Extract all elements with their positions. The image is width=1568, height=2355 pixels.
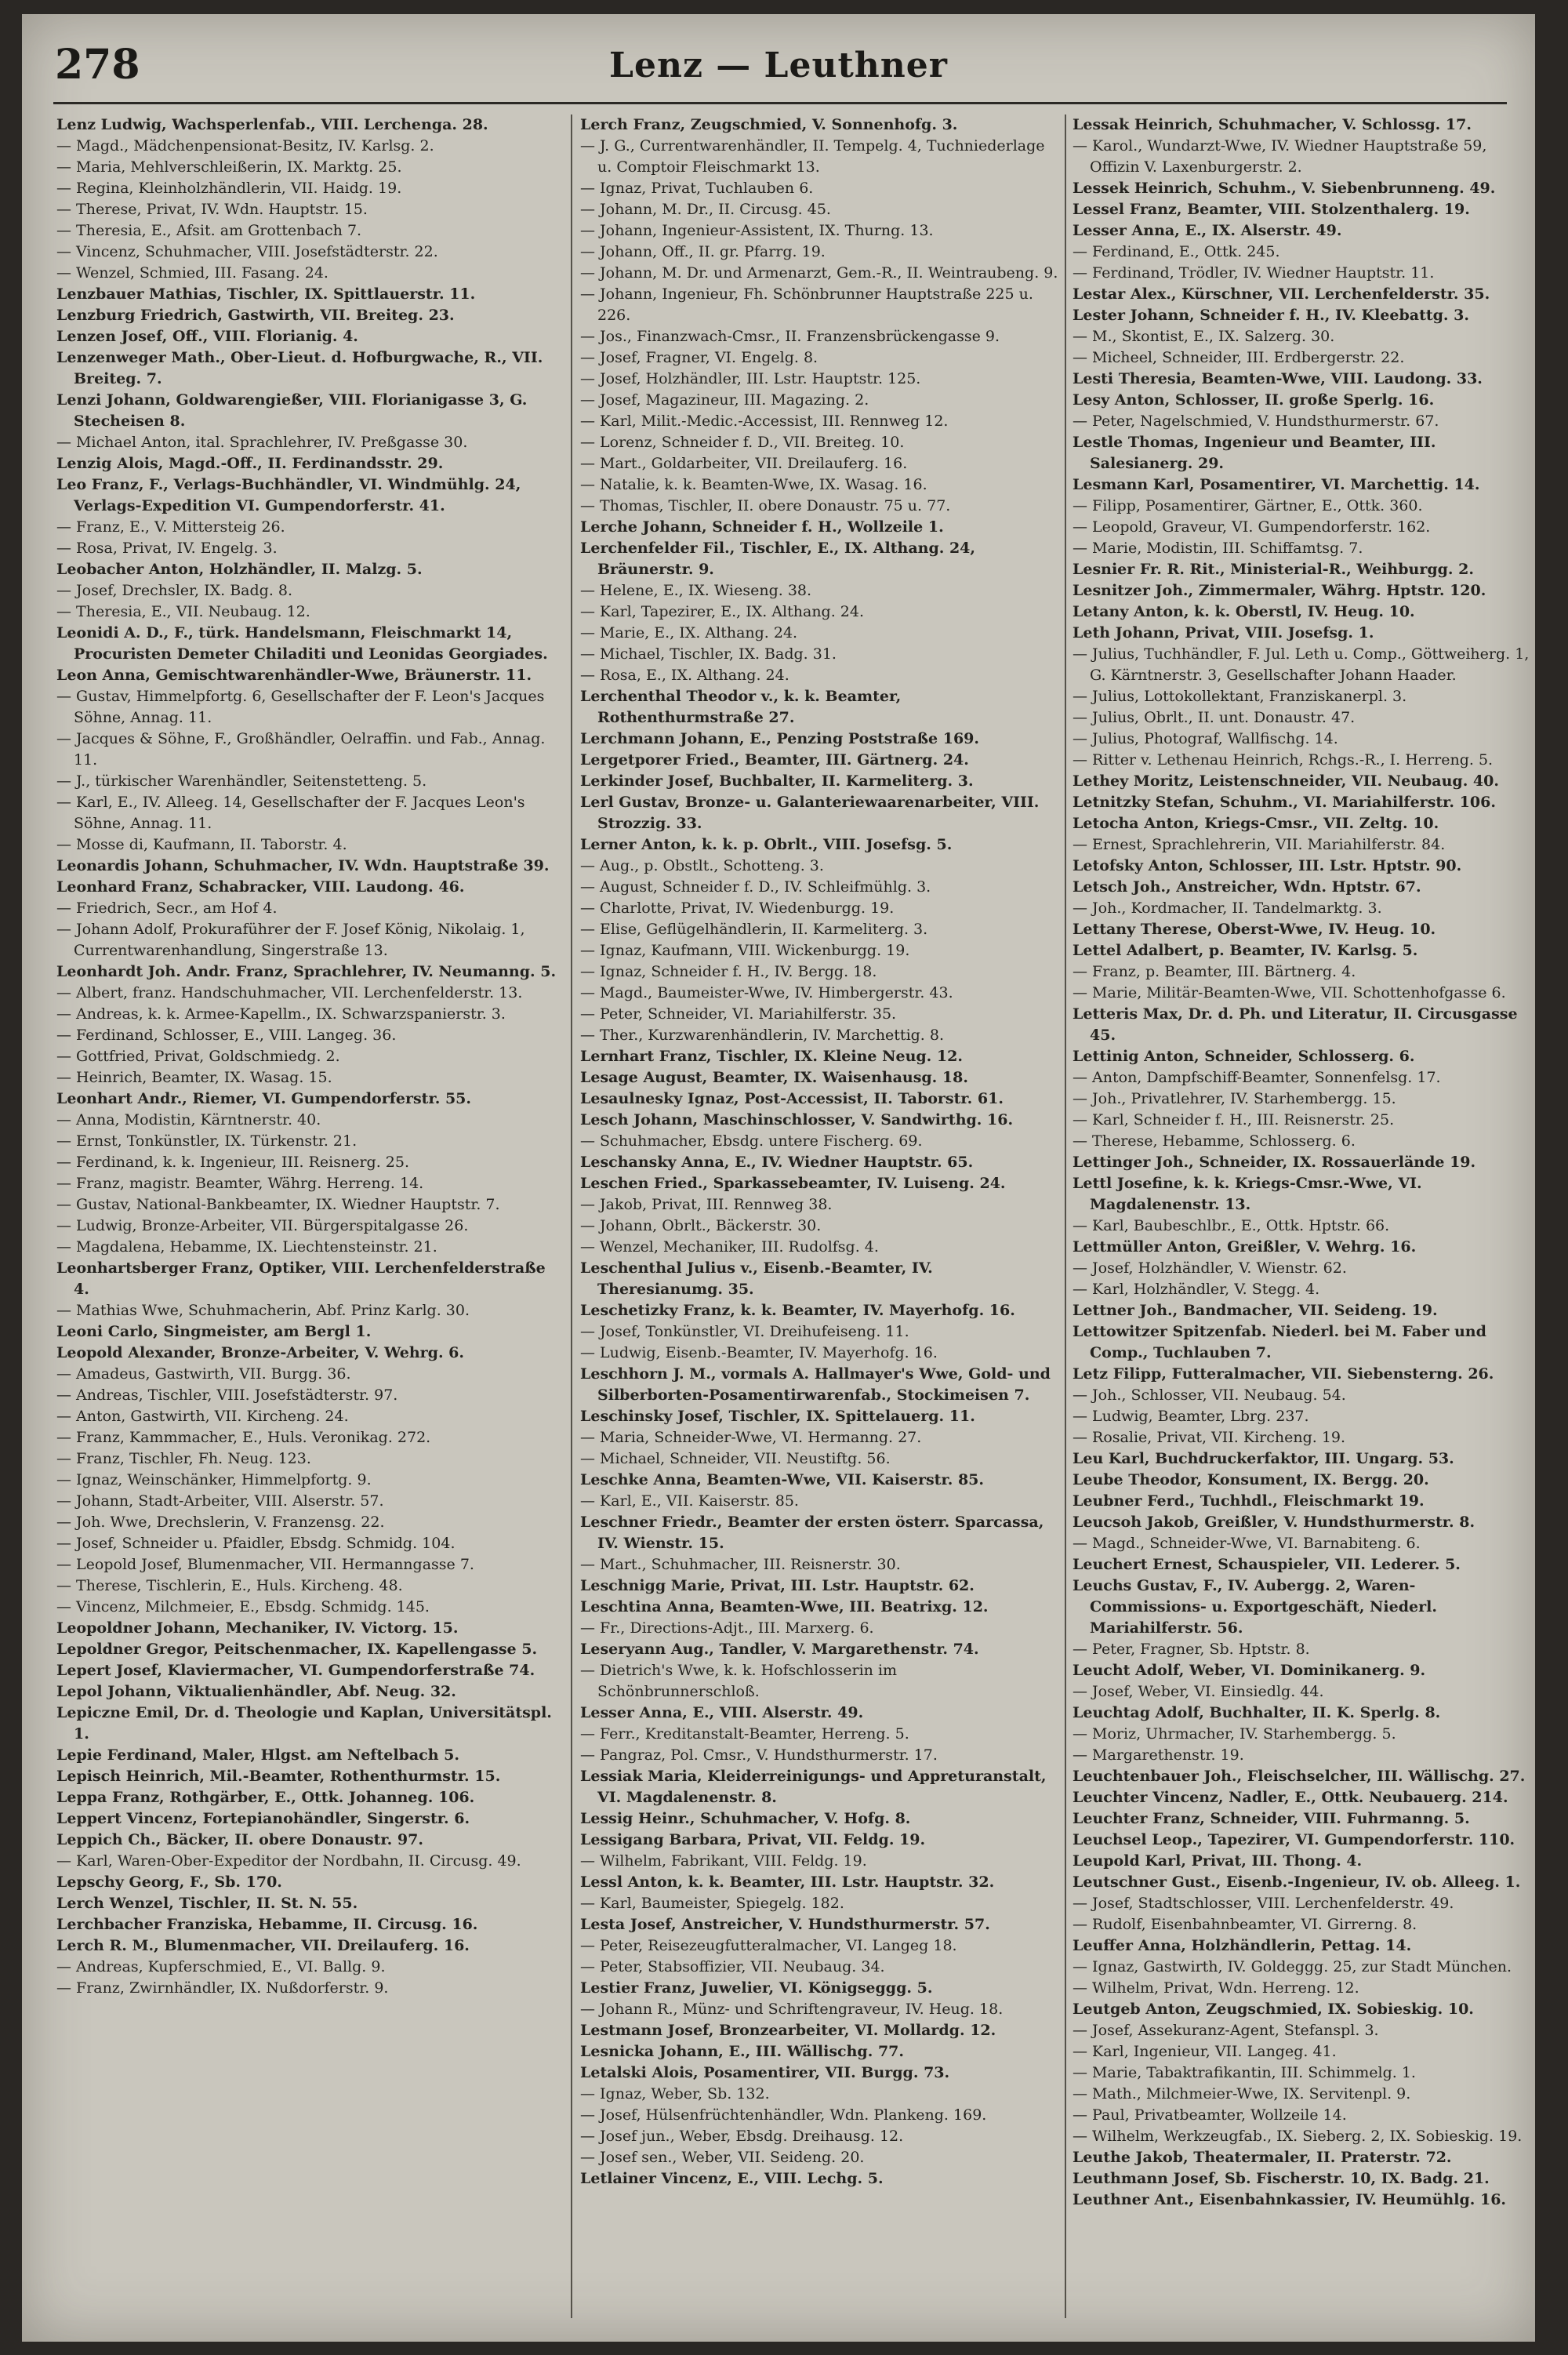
directory-entry: — Ritter v. Lethenau Heinrich, Rchgs.-R., I. Herreng. 5. (1073, 751, 1494, 769)
directory-entry: Leschinsky Josef, Tischler, IX. Spittelauerg. 11. (580, 1408, 975, 1425)
directory-entry: — Josef jun., Weber, Ebsdg. Dreihausg. 12. (580, 2128, 904, 2145)
directory-entry: Leuchert Ernest, Schauspieler, VII. Lederer. 5. (1073, 1556, 1461, 1573)
directory-entry: Lepiczne Emil, Dr. d. Theologie und Kaplan, Universitätspl. 1. (56, 1704, 552, 1743)
directory-entry: — Ernst, Tonkünstler, IX. Türkenstr. 21. (56, 1132, 358, 1150)
directory-entry: — Josef, Assekuranz-Agent, Stefanspl. 3. (1073, 2022, 1379, 2039)
directory-entry: — Ludwig, Bronze-Arbeiter, VII. Bürgerspitalgasse 26. (56, 1217, 469, 1234)
directory-entry: — Peter, Stabsoffizier, VII. Neubaug. 34. (580, 1958, 885, 1975)
directory-entry: — Moriz, Uhrmacher, IV. Starhembergg. 5. (1073, 1725, 1396, 1743)
directory-entry: — Jacques & Söhne, F., Großhändler, Oelraffin. und Fab., Annag. 11. (56, 730, 546, 769)
directory-entry: Lesser Anna, E., VIII. Alserstr. 49. (580, 1704, 864, 1721)
directory-entry: Leschen Fried., Sparkassebeamter, IV. Luiseng. 24. (580, 1175, 1006, 1192)
directory-entry: Leschke Anna, Beamten-Wwe, VII. Kaiserstr. 85. (580, 1471, 985, 1488)
directory-entry: Lettmüller Anton, Greißler, V. Wehrg. 16. (1073, 1238, 1417, 1256)
directory-entry: — Karl, Waren-Ober-Expeditor der Nordbahn, II. Circusg. 49. (56, 1852, 521, 1870)
directory-entry: Lessigang Barbara, Privat, VII. Feldg. 19. (580, 1831, 926, 1848)
directory-entry: — Johann R., Münz- und Schriftengraveur, IV. Heug. 18. (580, 2001, 1004, 2018)
directory-entry: Leuchtenbauer Joh., Fleischselcher, III. Wällischg. 27. (1073, 1768, 1526, 1785)
directory-entry: Lesaulnesky Ignaz, Post-Accessist, II. Taborstr. 61. (580, 1090, 1004, 1107)
directory-entry: — Josef, Tonkünstler, VI. Dreihufeiseng. 11. (580, 1323, 909, 1340)
directory-entry: Lesnitzer Joh., Zimmermaler, Währg. Hptstr. 120. (1073, 582, 1486, 599)
directory-entry: — Vincenz, Schuhmacher, VIII. Josefstädterstr. 22. (56, 243, 438, 260)
directory-entry: — Johann, M. Dr., II. Circusg. 45. (580, 201, 831, 218)
directory-entry: — Anton, Gastwirth, VII. Kircheng. 24. (56, 1408, 349, 1425)
directory-entry: — Friedrich, Secr., am Hof 4. (56, 899, 278, 917)
directory-entry: Leuchs Gustav, F., IV. Aubergg. 2, Waren-Commissions- u. Exportgeschäft, Niederl. Mariahilferstr. 56. (1073, 1577, 1437, 1637)
directory-entry: — Franz, Zwirnhändler, IX. Nußdorferstr. 9. (56, 1979, 389, 1997)
directory-entry: Leschhorn J. M., vormals A. Hallmayer's Wwe, Gold- und Silberborten-Posamentirwarenfab., Stockimeisen 7. (580, 1365, 1051, 1404)
directory-entry: — Peter, Schneider, VI. Mariahilferstr. 35. (580, 1005, 897, 1023)
directory-entry: — Julius, Obrlt., II. unt. Donaustr. 47. (1073, 709, 1356, 726)
directory-entry: Lerch Wenzel, Tischler, II. St. N. 55. (56, 1895, 358, 1912)
directory-entry: — Jos., Finanzwach-Cmsr., II. Franzensbrückengasse 9. (580, 328, 1000, 345)
directory-entry: — Franz, Tischler, Fh. Neug. 123. (56, 1450, 311, 1467)
directory-entry: — Franz, p. Beamter, III. Bärtnerg. 4. (1073, 963, 1356, 980)
directory-entry: — Marie, Militär-Beamten-Wwe, VII. Schottenhofgasse 6. (1073, 984, 1506, 1001)
directory-entry: Leon Anna, Gemischtwarenhändler-Wwe, Bräunerstr. 11. (56, 667, 532, 684)
directory-entry: Leu Karl, Buchdruckerfaktor, III. Ungarg. 53. (1073, 1450, 1454, 1467)
directory-entry: — Ther., Kurzwarenhändlerin, IV. Marchettig. 8. (580, 1027, 945, 1044)
directory-entry: Leutgeb Anton, Zeugschmied, IX. Sobieskig. 10. (1073, 2001, 1474, 2018)
directory-entry: Leopoldner Johann, Mechaniker, IV. Victorg. 15. (56, 1619, 459, 1637)
directory-entry: — Ignaz, Privat, Tuchlauben 6. (580, 180, 814, 197)
directory-entry: — Albert, franz. Handschuhmacher, VII. Lerchenfelderstr. 13. (56, 984, 523, 1001)
directory-entry: — Anna, Modistin, Kärntnerstr. 40. (56, 1111, 321, 1128)
directory-entry: — Vincenz, Milchmeier, E., Ebsdg. Schmidg. 145. (56, 1598, 430, 1615)
directory-entry: Leuthner Ant., Eisenbahnkassier, IV. Heumühlg. 16. (1073, 2191, 1507, 2208)
directory-entry: — Franz, Kammmacher, E., Huls. Veronikag. 272. (56, 1429, 431, 1446)
directory-entry: — Theresia, E., Afsit. am Grottenbach 7. (56, 222, 362, 239)
directory-entry: Lesch Johann, Maschinschlosser, V. Sandwirthg. 16. (580, 1111, 1014, 1128)
directory-entry: Leth Johann, Privat, VIII. Josefsg. 1. (1073, 624, 1374, 641)
directory-entry: — Franz, E., V. Mittersteig 26. (56, 518, 285, 536)
directory-entry: Leuchtag Adolf, Buchhalter, II. K. Sperlg. 8. (1073, 1704, 1441, 1721)
directory-entry: Leonidi A. D., F., türk. Handelsmann, Fleischmarkt 14, Procuristen Demeter Chiladiti und Leonidas Georgiades. (56, 624, 548, 663)
directory-entry: — Therese, Hebamme, Schlosserg. 6. (1073, 1132, 1356, 1150)
directory-entry: — Michael, Schneider, VII. Neustiftg. 56. (580, 1450, 891, 1467)
page-number: 278 (55, 41, 140, 89)
directory-entry: Letz Filipp, Futteralmacher, VII. Siebensterng. 26. (1073, 1365, 1494, 1383)
directory-entry: — Elise, Geflügelhändlerin, II. Karmeliterg. 3. (580, 921, 928, 938)
directory-entry: — Peter, Reisezeugfutteralmacher, VI. Langeg 18. (580, 1937, 957, 1954)
directory-entry: — Ferdinand, E., Ottk. 245. (1073, 243, 1280, 260)
directory-entry: — Magdalena, Hebamme, IX. Liechtensteinstr. 21. (56, 1238, 437, 1256)
directory-entry: — Ignaz, Schneider f. H., IV. Bergg. 18. (580, 963, 877, 980)
directory-entry: — Karl, Baubeschlbr., E., Ottk. Hptstr. 66. (1073, 1217, 1390, 1234)
directory-entry: Lester Johann, Schneider f. H., IV. Kleebattg. 3. (1073, 307, 1469, 324)
directory-entry: — Josef, Schneider u. Pfaidler, Ebsdg. Schmidg. 104. (56, 1535, 456, 1552)
directory-entry: — Marie, E., IX. Althang. 24. (580, 624, 798, 641)
directory-entry: Leuthe Jakob, Theatermaler, II. Praterstr. 72. (1073, 2149, 1452, 2166)
directory-entry: — Josef, Holzhändler, V. Wienstr. 62. (1073, 1259, 1347, 1277)
directory-entry: Letofsky Anton, Schlosser, III. Lstr. Hptstr. 90. (1073, 857, 1462, 874)
directory-entry: — Peter, Fragner, Sb. Hptstr. 8. (1073, 1641, 1310, 1658)
directory-entry: — Marie, Tabaktrafikantin, III. Schimmelg. 1. (1073, 2064, 1416, 2081)
directory-entry: — Johann, Obrlt., Bäckerstr. 30. (580, 1217, 822, 1234)
directory-entry: Leuchter Vincenz, Nadler, E., Ottk. Neubauerg. 214. (1073, 1789, 1508, 1806)
directory-entry: — Therese, Tischlerin, E., Huls. Kircheng. 48. (56, 1577, 403, 1594)
directory-entry: — Magd., Mädchenpensionat-Besitz, IV. Karlsg. 2. (56, 137, 434, 154)
directory-entry: — Pangraz, Pol. Cmsr., V. Hundsthurmerstr. 17. (580, 1746, 938, 1764)
directory-entry: Lepol Johann, Viktualienhändler, Abf. Neug. 32. (56, 1683, 456, 1700)
directory-entry: Leuthmann Josef, Sb. Fischerstr. 10, IX. Badg. 21. (1073, 2170, 1490, 2187)
directory-entry: — Ferdinand, Schlosser, E., VIII. Langeg. 36. (56, 1027, 397, 1044)
directory-entry: — Gustav, National-Bankbeamter, IX. Wiedner Hauptstr. 7. (56, 1196, 500, 1213)
directory-entry: — Michael, Tischler, IX. Badg. 31. (580, 645, 837, 663)
directory-entry: — Leopold, Graveur, VI. Gumpendorferstr. 162. (1073, 518, 1431, 536)
column-2 (580, 114, 1058, 2326)
directory-entry: Leschnigg Marie, Privat, III. Lstr. Hauptstr. 62. (580, 1577, 975, 1594)
directory-entry: Lernhart Franz, Tischler, IX. Kleine Neug. 12. (580, 1048, 963, 1065)
directory-entry: Lerner Anton, k. k. p. Obrlt., VIII. Josefsg. 5. (580, 836, 953, 853)
directory-entry: — Karl, Schneider f. H., III. Reisnerstr. 25. (1073, 1111, 1395, 1128)
directory-entry: Leube Theodor, Konsument, IX. Bergg. 20. (1073, 1471, 1429, 1488)
column-divider (1065, 114, 1066, 2318)
directory-entry: — Karl, Ingenieur, VII. Langeg. 41. (1073, 2043, 1337, 2060)
directory-entry: Leonardis Johann, Schuhmacher, IV. Wdn. Hauptstraße 39. (56, 857, 550, 874)
directory-entry: Lettany Therese, Oberst-Wwe, IV. Heug. 10. (1073, 921, 1436, 938)
directory-entry: — Regina, Kleinholzhändlerin, VII. Haidg. 19. (56, 180, 402, 197)
directory-entry: — Peter, Nagelschmied, V. Hundsthurmerstr. 67. (1073, 412, 1439, 430)
directory-entry: — Rudolf, Eisenbahnbeamter, VI. Girrerng. 8. (1073, 1916, 1417, 1933)
directory-entry: Letsch Joh., Anstreicher, Wdn. Hptstr. 67. (1073, 878, 1421, 896)
directory-entry: — Schuhmacher, Ebsdg. untere Fischerg. 69. (580, 1132, 923, 1150)
directory-entry: — Amadeus, Gastwirth, VII. Burgg. 36. (56, 1365, 351, 1383)
directory-entry: Lerchbacher Franziska, Hebamme, II. Circusg. 16. (56, 1916, 478, 1933)
directory-entry: Leuchter Franz, Schneider, VIII. Fuhrmanng. 5. (1073, 1810, 1470, 1827)
directory-entry: Lenzig Alois, Magd.-Off., II. Ferdinandsstr. 29. (56, 455, 444, 472)
directory-entry: — Paul, Privatbeamter, Wollzeile 14. (1073, 2106, 1347, 2124)
column-1 (56, 114, 564, 2326)
directory-entry: — Josef, Weber, VI. Einsiedlg. 44. (1073, 1683, 1324, 1700)
directory-entry: — Aug., p. Obstlt., Schotteng. 3. (580, 857, 824, 874)
directory-entry: Leupold Karl, Privat, III. Thong. 4. (1073, 1852, 1363, 1870)
directory-entry: — Dietrich's Wwe, k. k. Hofschlosserin im Schönbrunnerschloß. (580, 1662, 898, 1700)
directory-entry: Lestmann Josef, Bronzearbeiter, VI. Mollardg. 12. (580, 2022, 996, 2039)
directory-entry: Letany Anton, k. k. Oberstl, IV. Heug. 10. (1073, 603, 1415, 620)
directory-page (22, 14, 1535, 2342)
directory-entry: — Ferr., Kreditanstalt-Beamter, Herreng. 5. (580, 1725, 909, 1743)
directory-entry: Lettinig Anton, Schneider, Schlosserg. 6. (1073, 1048, 1415, 1065)
directory-entry: Lenzburg Friedrich, Gastwirth, VII. Breiteg. 23. (56, 307, 455, 324)
directory-entry: — Rosa, E., IX. Althang. 24. (580, 667, 789, 684)
directory-entry: — Magd., Schneider-Wwe, VI. Barnabiteng. 6. (1073, 1535, 1421, 1552)
directory-entry: — Fr., Directions-Adjt., III. Marxerg. 6. (580, 1619, 874, 1637)
directory-entry: — Wilhelm, Privat, Wdn. Herreng. 12. (1073, 1979, 1359, 1997)
directory-entry: — Michael Anton, ital. Sprachlehrer, IV. Preßgasse 30. (56, 434, 468, 451)
directory-entry: Leoni Carlo, Singmeister, am Bergl 1. (56, 1323, 372, 1340)
directory-entry: — Andreas, Kupferschmied, E., VI. Ballg. 9. (56, 1958, 386, 1975)
directory-entry: — Johann, Ingenieur, Fh. Schönbrunner Hauptstraße 225 u. 226. (580, 285, 1033, 324)
directory-entry: — Ignaz, Gastwirth, IV. Goldeggg. 25, zur Stadt München. (1073, 1958, 1512, 1975)
directory-entry: — Filipp, Posamentirer, Gärtner, E., Ottk. 360. (1073, 497, 1423, 514)
directory-entry: Leppert Vincenz, Fortepianohändler, Singerstr. 6. (56, 1810, 470, 1827)
directory-entry: Lepschy Georg, F., Sb. 170. (56, 1873, 282, 1891)
directory-entry: — Leopold Josef, Blumenmacher, VII. Hermanngasse 7. (56, 1556, 474, 1573)
directory-entry: — Wenzel, Mechaniker, III. Rudolfsg. 4. (580, 1238, 879, 1256)
directory-entry: Lenzbauer Mathias, Tischler, IX. Spittlauerstr. 11. (56, 285, 476, 303)
running-head: Lenz — Leuthner (609, 45, 948, 85)
directory-entry: Leschner Friedr., Beamter der ersten österr. Sparcassa, IV. Wienstr. 15. (580, 1514, 1044, 1552)
directory-entry: — Anton, Dampfschiff-Beamter, Sonnenfelsg. 17. (1073, 1069, 1441, 1086)
directory-entry: Lerche Johann, Schneider f. H., Wollzeile 1. (580, 518, 944, 536)
directory-entry: Lestier Franz, Juwelier, VI. Königseggg. 5. (580, 1979, 933, 1997)
header-rule (53, 102, 1507, 104)
directory-entry: Lettinger Joh., Schneider, IX. Rossauerlände 19. (1073, 1154, 1476, 1171)
directory-entry: — Ferdinand, k. k. Ingenieur, III. Reisnerg. 25. (56, 1154, 409, 1171)
directory-entry: Lerch R. M., Blumenmacher, VII. Dreilauferg. 16. (56, 1937, 470, 1954)
directory-entry: Lesnier Fr. R. Rit., Ministerial-R., Weihburgg. 2. (1073, 561, 1474, 578)
directory-entry: Letteris Max, Dr. d. Ph. und Literatur, II. Circusgasse 45. (1073, 1005, 1518, 1044)
directory-entry: Lettl Josefine, k. k. Kriegs-Cmsr.-Wwe, VI. Magdalenenstr. 13. (1073, 1175, 1422, 1213)
directory-entry: — Mosse di, Kaufmann, II. Taborstr. 4. (56, 836, 347, 853)
directory-entry: — Theresia, E., VII. Neubaug. 12. (56, 603, 310, 620)
directory-entry: Lerchenfelder Fil., Tischler, E., IX. Althang. 24, Bräunerstr. 9. (580, 540, 976, 578)
directory-entry: — Julius, Lottokollektant, Franziskanerpl. 3. (1073, 688, 1407, 705)
directory-entry: — Joh., Schlosser, VII. Neubaug. 54. (1073, 1386, 1346, 1404)
directory-entry: — Josef, Stadtschlosser, VIII. Lerchenfelderstr. 49. (1073, 1895, 1454, 1912)
directory-entry: Lerchmann Johann, E., Penzing Poststraße 169. (580, 730, 980, 747)
directory-entry: — Ignaz, Weber, Sb. 132. (580, 2085, 770, 2102)
directory-entry: Lesmann Karl, Posamentirer, VI. Marchettig. 14. (1073, 476, 1480, 493)
directory-entry: Leschenthal Julius v., Eisenb.-Beamter, IV. Theresianumg. 35. (580, 1259, 933, 1298)
directory-entry: — Mathias Wwe, Schuhmacherin, Abf. Prinz Karlg. 30. (56, 1302, 470, 1319)
directory-entry: — Karl, Milit.-Medic.-Accessist, III. Rennweg 12. (580, 412, 949, 430)
directory-entry: Lerkinder Josef, Buchbalter, II. Karmeliterg. 3. (580, 772, 974, 790)
directory-entry: Leppich Ch., Bäcker, II. obere Donaustr. 97. (56, 1831, 423, 1848)
directory-entry: — J., türkischer Warenhändler, Seitenstetteng. 5. (56, 772, 427, 790)
directory-entry: — Karol., Wundarzt-Wwe, IV. Wiedner Hauptstraße 59, Offizin V. Laxenburgerstr. 2. (1073, 137, 1487, 176)
directory-entry: — Josef, Hülsenfrüchtenhändler, Wdn. Plankeng. 169. (580, 2106, 987, 2124)
directory-entry: — Ignaz, Weinschänker, Himmelpfortg. 9. (56, 1471, 372, 1488)
directory-entry: Lesy Anton, Schlosser, II. große Sperlg. 16. (1073, 391, 1435, 409)
directory-entry: Lettner Joh., Bandmacher, VII. Seideng. 19. (1073, 1302, 1438, 1319)
directory-entry: Lesage August, Beamter, IX. Waisenhausg. 18. (580, 1069, 968, 1086)
directory-entry: — Johann, Ingenieur-Assistent, IX. Thurng. 13. (580, 222, 934, 239)
directory-entry: Leubner Ferd., Tuchhdl., Fleischmarkt 19. (1073, 1492, 1425, 1510)
directory-entry: — Karl, Tapezirer, E., IX. Althang. 24. (580, 603, 865, 620)
directory-entry: Leonhard Franz, Schabracker, VIII. Laudong. 46. (56, 878, 465, 896)
directory-entry: Lettel Adalbert, p. Beamter, IV. Karlsg. 5. (1073, 942, 1418, 959)
directory-entry: — J. G., Currentwarenhändler, II. Tempelg. 4, Tuchniederlage u. Comptoir Fleischmarkt 13. (580, 137, 1045, 176)
directory-entry: Lenzi Johann, Goldwarengießer, VIII. Florianigasse 3, G. Stecheisen 8. (56, 391, 528, 430)
directory-entry: Lepisch Heinrich, Mil.-Beamter, Rothenthurmstr. 15. (56, 1768, 501, 1785)
directory-entry: — Josef, Magazineur, III. Magazing. 2. (580, 391, 869, 409)
directory-entry: Leobacher Anton, Holzhändler, II. Malzg. 5. (56, 561, 423, 578)
directory-entry: Leonhartsberger Franz, Optiker, VIII. Lerchenfelderstraße 4. (56, 1259, 546, 1298)
directory-entry: — Rosalie, Privat, VII. Kircheng. 19. (1073, 1429, 1346, 1446)
directory-entry: — Josef, Holzhändler, III. Lstr. Hauptstr. 125. (580, 370, 921, 387)
directory-entry: Lessl Anton, k. k. Beamter, III. Lstr. Hauptstr. 32. (580, 1873, 995, 1891)
directory-entry: Leopold Alexander, Bronze-Arbeiter, V. Wehrg. 6. (56, 1344, 465, 1361)
directory-entry: Letalski Alois, Posamentirer, VII. Burgg. 73. (580, 2064, 950, 2081)
directory-entry: — Andreas, k. k. Armee-Kapellm., IX. Schwarzspanierstr. 3. (56, 1005, 506, 1023)
directory-entry: Lepert Josef, Klaviermacher, VI. Gumpendorferstraße 74. (56, 1662, 535, 1679)
directory-entry: Lessel Franz, Beamter, VIII. Stolzenthalerg. 19. (1073, 201, 1470, 218)
directory-entry: Lestar Alex., Kürschner, VII. Lerchenfelderstr. 35. (1073, 285, 1490, 303)
directory-entry: — Wenzel, Schmied, III. Fasang. 24. (56, 264, 328, 282)
directory-entry: — Andreas, Tischler, VIII. Josefstädterstr. 97. (56, 1386, 398, 1404)
directory-entry: — Joh., Privatlehrer, IV. Starhembergg. 15. (1073, 1090, 1396, 1107)
directory-entry: Leppa Franz, Rothgärber, E., Ottk. Johanneg. 106. (56, 1789, 475, 1806)
directory-entry: Leutschner Gust., Eisenb.-Ingenieur, IV. ob. Alleeg. 1. (1073, 1873, 1521, 1891)
directory-entry: Letlainer Vincenz, E., VIII. Lechg. 5. (580, 2170, 884, 2187)
directory-entry: — Mart., Goldarbeiter, VII. Dreilauferg. 16. (580, 455, 908, 472)
directory-entry: — Lorenz, Schneider f. D., VII. Breiteg. 10. (580, 434, 905, 451)
directory-entry: Lerch Franz, Zeugschmied, V. Sonnenhofg. 3. (580, 116, 958, 133)
directory-entry: — Marie, Modistin, III. Schiffamtsg. 7. (1073, 540, 1363, 557)
directory-entry: Leuchsel Leop., Tapezirer, VI. Gumpendorferstr. 110. (1073, 1831, 1515, 1848)
directory-entry: Lenz Ludwig, Wachsperlenfab., VIII. Lerchenga. 28. (56, 116, 488, 133)
directory-entry: — Ferdinand, Trödler, IV. Wiedner Hauptstr. 11. (1073, 264, 1435, 282)
directory-entry: Leschetizky Franz, k. k. Beamter, IV. Mayerhofg. 16. (580, 1302, 1015, 1319)
directory-entry: — Rosa, Privat, IV. Engelg. 3. (56, 540, 278, 557)
directory-entry: — Therese, Privat, IV. Wdn. Hauptstr. 15. (56, 201, 368, 218)
directory-entry: — Josef, Fragner, VI. Engelg. 8. (580, 349, 818, 366)
directory-entry: Leuffer Anna, Holzhändlerin, Pettag. 14. (1073, 1937, 1412, 1954)
directory-entry: Lethey Moritz, Leistenschneider, VII. Neubaug. 40. (1073, 772, 1499, 790)
directory-entry: — Magd., Baumeister-Wwe, IV. Himbergerstr. 43. (580, 984, 953, 1001)
directory-entry: Leucht Adolf, Weber, VI. Dominikanerg. 9. (1073, 1662, 1426, 1679)
directory-entry: Letocha Anton, Kriegs-Cmsr., VII. Zeltg. 10. (1073, 815, 1439, 832)
directory-entry: Leonhardt Joh. Andr. Franz, Sprachlehrer, IV. Neumanng. 5. (56, 963, 557, 980)
directory-entry: — Heinrich, Beamter, IX. Wasag. 15. (56, 1069, 332, 1086)
directory-entry: Leonhart Andr., Riemer, VI. Gumpendorferstr. 55. (56, 1090, 472, 1107)
directory-entry: Lestle Thomas, Ingenieur und Beamter, III. Salesianerg. 29. (1073, 434, 1436, 472)
directory-entry: — Johann, Off., II. gr. Pfarrg. 19. (580, 243, 826, 260)
directory-entry: Lesser Anna, E., IX. Alserstr. 49. (1073, 222, 1342, 239)
directory-entry: Leschtina Anna, Beamten-Wwe, III. Beatrixg. 12. (580, 1598, 989, 1615)
directory-entry: — Johann, M. Dr. und Armenarzt, Gem.-R., II. Weintraubeng. 9. (580, 264, 1058, 282)
directory-entry: Lesta Josef, Anstreicher, V. Hundsthurmerstr. 57. (580, 1916, 990, 1933)
directory-entry: — Karl, E., IV. Alleeg. 14, Gesellschafter der F. Jacques Leon's Söhne, Annag. 11. (56, 794, 525, 832)
directory-entry: Leo Franz, F., Verlags-Buchhändler, VI. Windmühlg. 24, Verlags-Expedition VI. Gumpendorferstr. 41. (56, 476, 521, 514)
directory-entry: — Gottfried, Privat, Goldschmiedg. 2. (56, 1048, 340, 1065)
page-header (22, 14, 1535, 100)
directory-entry: — Charlotte, Privat, IV. Wiedenburgg. 19. (580, 899, 895, 917)
directory-entry: Lenzen Josef, Off., VIII. Florianig. 4. (56, 328, 358, 345)
directory-entry: Lessak Heinrich, Schuhmacher, V. Schlossg. 17. (1073, 116, 1472, 133)
directory-entry: — Ludwig, Eisenb.-Beamter, IV. Mayerhofg. 16. (580, 1344, 938, 1361)
directory-entry: — Julius, Tuchhändler, F. Jul. Leth u. Comp., Göttweiherg. 1, G. Kärntnerstr. 3, Gesellschafter Johann Haader. (1073, 645, 1530, 684)
directory-entry: — Johann Adolf, Prokuraführer der F. Josef König, Nikolaig. 1, Currentwarenhandlung, Singerstraße 13. (56, 921, 525, 959)
directory-entry: Leschansky Anna, E., IV. Wiedner Hauptstr. 65. (580, 1154, 974, 1171)
directory-entry: Lessiak Maria, Kleiderreinigungs- und Appreturanstalt, VI. Magdalenenstr. 8. (580, 1768, 1047, 1806)
directory-entry: Lettowitzer Spitzenfab. Niederl. bei M. Faber und Comp., Tuchlauben 7. (1073, 1323, 1486, 1361)
column-3 (1073, 114, 1530, 2326)
directory-entry: Lergetporer Fried., Beamter, III. Gärtnerg. 24. (580, 751, 969, 769)
directory-entry: — Thomas, Tischler, II. obere Donaustr. 75 u. 77. (580, 497, 951, 514)
directory-entry: Lepoldner Gregor, Peitschenmacher, IX. Kapellengasse 5. (56, 1641, 538, 1658)
directory-entry: — Josef sen., Weber, VII. Seideng. 20. (580, 2149, 865, 2166)
directory-entry: — Gustav, Himmelpfortg. 6, Gesellschafter der F. Leon's Jacques Söhne, Annag. 11. (56, 688, 545, 726)
directory-entry: Lerl Gustav, Bronze- u. Galanteriewaarenarbeiter, VIII. Strozzig. 33. (580, 794, 1040, 832)
directory-entry: — Joh., Kordmacher, II. Tandelmarktg. 3. (1073, 899, 1382, 917)
directory-entry: Letnitzky Stefan, Schuhm., VI. Mariahilferstr. 106. (1073, 794, 1496, 811)
directory-entry: — Karl, Baumeister, Spiegelg. 182. (580, 1895, 844, 1912)
directory-entry: — Karl, Holzhändler, V. Stegg. 4. (1073, 1281, 1320, 1298)
directory-entry: — Karl, E., VII. Kaiserstr. 85. (580, 1492, 799, 1510)
directory-entry: — Maria, Mehlverschleißerin, IX. Marktg. 25. (56, 158, 402, 176)
directory-entry: — Micheel, Schneider, III. Erdbergerstr. 22. (1073, 349, 1405, 366)
directory-entry: Lessek Heinrich, Schuhm., V. Siebenbrunneng. 49. (1073, 180, 1496, 197)
directory-entry: — Ludwig, Beamter, Lbrg. 237. (1073, 1408, 1309, 1425)
directory-entry: Leucsoh Jakob, Greißler, V. Hundsthurmerstr. 8. (1073, 1514, 1475, 1531)
directory-entry: — Math., Milchmeier-Wwe, IX. Servitenpl. 9. (1073, 2085, 1411, 2102)
directory-entry: — Maria, Schneider-Wwe, VI. Hermanng. 27. (580, 1429, 922, 1446)
directory-entry: — Wilhelm, Werkzeugfab., IX. Sieberg. 2, IX. Sobieskig. 19. (1073, 2128, 1523, 2145)
directory-entry: — Helene, E., IX. Wieseng. 38. (580, 582, 812, 599)
directory-entry: Lesti Theresia, Beamten-Wwe, VIII. Laudong. 33. (1073, 370, 1483, 387)
directory-entry: — Natalie, k. k. Beamten-Wwe, IX. Wasag. 16. (580, 476, 927, 493)
directory-entry: — M., Skontist, E., IX. Salzerg. 30. (1073, 328, 1335, 345)
directory-entry: — Johann, Stadt-Arbeiter, VIII. Alserstr. 57. (56, 1492, 384, 1510)
directory-entry: — Joh. Wwe, Drechslerin, V. Franzensg. 22. (56, 1514, 385, 1531)
directory-entry: — Franz, magistr. Beamter, Währg. Herreng. 14. (56, 1175, 424, 1192)
directory-entry: — Mart., Schuhmacher, III. Reisnerstr. 30. (580, 1556, 901, 1573)
directory-entry: — Ignaz, Kaufmann, VIII. Wickenburgg. 19. (580, 942, 910, 959)
directory-entry: Leseryann Aug., Tandler, V. Margarethenstr. 74. (580, 1641, 979, 1658)
column-divider (571, 114, 572, 2318)
directory-entry: — Josef, Drechsler, IX. Badg. 8. (56, 582, 293, 599)
directory-entry: — Julius, Photograf, Wallfischg. 14. (1073, 730, 1338, 747)
directory-entry: Lepie Ferdinand, Maler, Hlgst. am Neftelbach 5. (56, 1746, 459, 1764)
directory-entry: — Ernest, Sprachlehrerin, VII. Mariahilferstr. 84. (1073, 836, 1446, 853)
directory-entry: — Jakob, Privat, III. Rennweg 38. (580, 1196, 833, 1213)
directory-entry: — Wilhelm, Fabrikant, VIII. Feldg. 19. (580, 1852, 867, 1870)
directory-entry: Lesnicka Johann, E., III. Wällischg. 77. (580, 2043, 904, 2060)
directory-entry: Lerchenthal Theodor v., k. k. Beamter, Rothenthurmstraße 27. (580, 688, 902, 726)
directory-entry: — August, Schneider f. D., IV. Schleifmühlg. 3. (580, 878, 931, 896)
directory-entry: Lenzenweger Math., Ober-Lieut. d. Hofburgwache, R., VII. Breiteg. 7. (56, 349, 543, 387)
directory-entry: — Margarethenstr. 19. (1073, 1746, 1244, 1764)
directory-entry: Lessig Heinr., Schuhmacher, V. Hofg. 8. (580, 1810, 911, 1827)
